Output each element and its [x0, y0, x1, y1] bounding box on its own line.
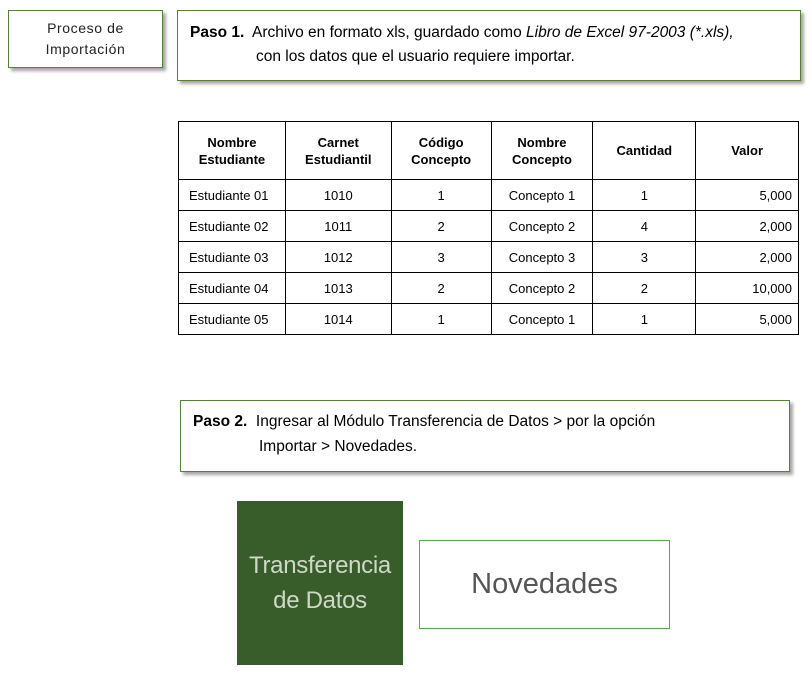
cell-codigo: 2	[391, 211, 491, 242]
novedades-tile[interactable]	[419, 540, 670, 629]
paso1-text-a: Archivo en formato xls, guardado como	[252, 24, 527, 41]
transferencia-datos-tile[interactable]	[237, 501, 403, 665]
cell-nombre-estudiante: Estudiante 01	[179, 180, 286, 211]
table-row	[179, 180, 799, 211]
cell-codigo: 2	[391, 273, 491, 304]
cell-carnet: 1010	[285, 180, 391, 211]
cell-nombre-concepto: Concepto 1	[491, 180, 593, 211]
cell-carnet: 1014	[285, 304, 391, 335]
table-row	[179, 211, 799, 242]
header-carnet-estudiantil: Carnet Estudiantil	[285, 122, 391, 180]
transferencia-tile-line2: de Datos	[273, 587, 367, 614]
cell-valor: 2,000	[696, 211, 799, 242]
paso2-text-line1: Ingresar al Módulo Transferencia de Datos > por la opción	[255, 413, 656, 430]
paso1-line1	[190, 21, 800, 45]
cell-codigo: 1	[391, 304, 491, 335]
transferencia-tile-line1: Transferencia	[249, 552, 391, 579]
paso2-box	[180, 400, 790, 472]
novedades-tile-label: Novedades	[471, 568, 618, 600]
cell-nombre-concepto: Concepto 1	[491, 304, 593, 335]
paso2-text-line2: Importar > Novedades.	[259, 438, 418, 455]
cell-valor: 5,000	[696, 304, 799, 335]
cell-carnet: 1013	[285, 273, 391, 304]
import-data-table	[178, 121, 799, 335]
proceso-label-box	[8, 10, 163, 68]
cell-cantidad: 2	[593, 273, 696, 304]
cell-nombre-concepto: Concepto 2	[491, 211, 593, 242]
paso1-label: Paso 1.	[190, 24, 245, 41]
cell-cantidad: 3	[593, 242, 696, 273]
cell-nombre-estudiante: Estudiante 04	[179, 273, 286, 304]
cell-nombre-estudiante: Estudiante 05	[179, 304, 286, 335]
paso2-line1	[193, 409, 789, 434]
table-row	[179, 304, 799, 335]
cell-nombre-concepto: Concepto 2	[491, 273, 593, 304]
cell-valor: 2,000	[696, 242, 799, 273]
cell-cantidad: 1	[593, 304, 696, 335]
table-row	[179, 242, 799, 273]
cell-nombre-concepto: Concepto 3	[491, 242, 593, 273]
cell-cantidad: 4	[593, 211, 696, 242]
table-row	[179, 273, 799, 304]
proceso-label: Proceso de Importación	[45, 20, 126, 57]
header-nombre-concepto: Nombre Concepto	[491, 122, 593, 180]
cell-codigo: 3	[391, 242, 491, 273]
paso1-text-b: con los datos que el usuario requiere importar.	[256, 48, 575, 65]
paso2-label: Paso 2.	[193, 413, 248, 430]
cell-valor: 5,000	[696, 180, 799, 211]
header-valor: Valor	[696, 122, 799, 180]
cell-nombre-estudiante: Estudiante 03	[179, 242, 286, 273]
cell-valor: 10,000	[696, 273, 799, 304]
paso1-box	[177, 10, 801, 81]
paso1-text-italic: Libro de Excel 97-2003 (*.xls),	[526, 24, 734, 41]
cell-carnet: 1012	[285, 242, 391, 273]
header-cantidad: Cantidad	[593, 122, 696, 180]
table-header-row	[179, 122, 799, 180]
cell-codigo: 1	[391, 180, 491, 211]
cell-cantidad: 1	[593, 180, 696, 211]
cell-nombre-estudiante: Estudiante 02	[179, 211, 286, 242]
cell-carnet: 1011	[285, 211, 391, 242]
header-codigo-concepto: Código Concepto	[391, 122, 491, 180]
header-nombre-estudiante: Nombre Estudiante	[179, 122, 286, 180]
